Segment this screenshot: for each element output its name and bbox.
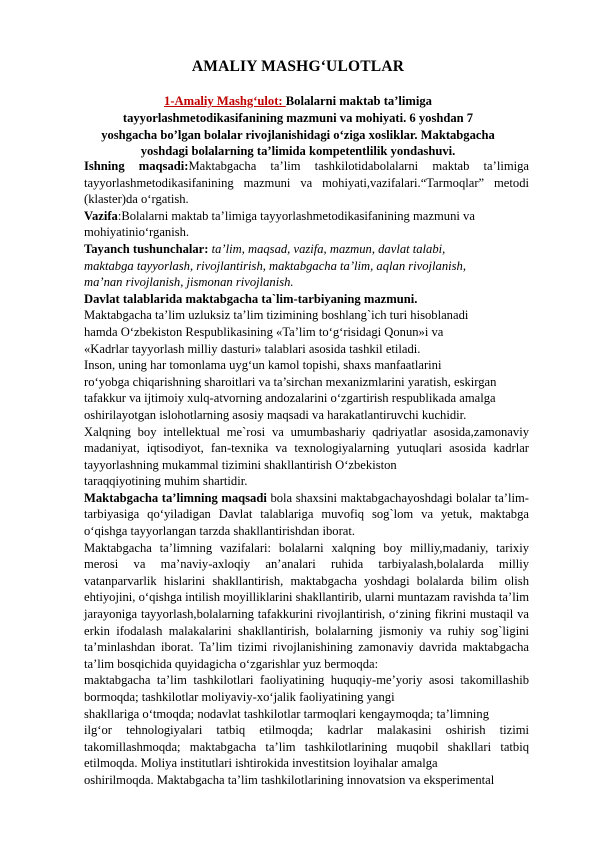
lesson-label: 1-Amaliy Mashg‘ulot: [164,94,286,108]
page-title: AMALIY MASHG‘ULOTLAR [191,58,405,75]
text-line: «Kadrlar tayyorlash milliy dasturi» talablari asosida tashkil etiladi. [84,341,421,356]
goal-label: Ishning maqsadi: [84,159,189,173]
text-line: hamda O‘zbekiston Respublikasining «Ta’lim to‘g‘risidagi Qonun»i va [84,324,444,339]
text-line: Maktabgacha ta’lim uzluksiz ta’lim tizimining boshlang`ich turi hisoblanadi [84,308,469,323]
changes-paragraph: maktabgacha ta’lim tashkilotlari faoliyatining huquqiy-me’yoriy asosi takomillashib bormoqda; tashkilotlar moliyaviy-xo‘jalik faoliyatining yangi [84,673,529,704]
task-text-2: mohiyatinio‘rganish. [84,225,190,240]
aim-paragraph [84,490,529,540]
tech-paragraph: ilg‘or tehnologiyalari tatbiq etilmoqda; kadrlar malakasini oshirish tizimi takomillashmoqda; maktabgacha ta’lim tashkilotlarining muqobil shakllari tatbiq etilmoqda. Moliya institutlari ishtirokida investitsion loyihalar amalga [84,723,529,771]
lesson-heading-line-3: yoshgacha bo’lgan bolalar rivojlanishidagi o‘ziga xosliklar. Maktabgacha [101,127,495,142]
text-line: ro‘yobga chiqarishning sharoitlari va ta’sirchan mexanizmlarini yaratish, eskirgan [84,374,497,389]
text-line: oshirilayotgan islohotlarning asosiy maqsadi va harakatlantiruvchi kuchidir. [84,407,467,422]
values-paragraph-end: taraqqiyotining muhim shartidir. [84,474,248,489]
lesson-heading [70,93,526,160]
goal-text: Maktabgacha ta’lim tashkilotidabolalarni maktab ta’limiga tayyorlashmetodikasifanining mazmuni va mohiyati,vazifalari.“Tarmoqlar” metodi (klaster)da o‘rgatish. [84,159,529,207]
tasks-paragraph: Maktabgacha ta’limning vazifalari: bolalarni xalqning boy milliy,madaniy, tarixiy merosi va ma’naviy-axloqiy an’analari ruhida tarbiyalash,bolalarda milliy vatanparvarlik hislarini shakllantirish, maktabgacha yoshdagi bolalarda bilim olish ehtiyojini, o‘qishga intilish moyilliklarini shakllantirib, ularni muntazam ravishda ta’lim jarayoniga tayyorlash,bolalarning tafakkurini rivojlantirish, o‘zining fikrini mustaqil va erkin ifodalash malakalarini shakllantirish, bolalarning jismoniy va ruhiy sog`ligini ta’minlashdan iborat. Ta’lim tizimi rivojlanishining zamonaviy davrida maktabgacha ta’lim bosqichida quyidagicha o‘zgarishlar yuz bermoqda: [84,540,529,671]
keywords-line-2: maktabga tayyorlash, rivojlantirish, maktabgacha ta’lim, aqlan rivojlanish, [84,258,466,273]
keywords-line-1: ta’lim, maqsad, vazifa, mazmun, davlat talabi, [208,241,446,256]
forms-line: shakllariga o‘tmoqda; nodavlat tashkilotlar tarmoqlari kengaymoqda; ta’limning [84,706,489,721]
task-paragraph [84,208,529,225]
task-text-1: :Bolalarni maktab ta’limiga tayyorlashmetodikasifanining mazmuni va [117,208,475,223]
section-title: Davlat talablarida maktabgacha ta`lim-tarbiyaning mazmuni. [84,291,418,306]
lesson-heading-text-1: Bolalarni maktab ta’limiga [285,94,432,108]
aim-label: Maktabgacha ta’limning maqsadi [84,490,267,505]
lesson-heading-line-4: yoshdagi bolalarning ta’limida kompetentlilik yondashuvi. [140,144,456,159]
aim-text: bola shaxsini maktabgachayoshdagi bolalar ta’lim-tarbiyasiga qo‘yiladigan Davlat talablariga muvofiq sog`lom va yetuk, maktabga o‘qishga tayyorlangan tarzda shakllantirishdan iborat. [84,490,529,539]
keywords-line-3: ma’nan rivojlanish, jismonan rivojlanish. [84,275,294,290]
lesson-heading-line-2: tayyorlashmetodikasifanining mazmuni va mohiyati. 6 yoshdan 7 [122,110,474,125]
last-line: oshirilmoqda. Maktabgacha ta’lim tashkilotlarining innovatsion va eksperimental [84,772,495,787]
task-label: Vazifa [84,208,118,223]
document-body [84,158,529,789]
text-line: tafakkur va ijtimoiy xulq-atvorning andozalarini o‘zgartirish respublikada amalga [84,391,496,406]
goal-paragraph [84,158,529,208]
keywords-paragraph [84,241,529,258]
lesson-heading-line-1 [70,93,526,110]
values-paragraph: Xalqning boy intellektual me`rosi va umumbashariy qadriyatlar asosida,zamonaviy madaniyat, iqtisodiyot, fan-texnika va texnologiyalarning yutuqlari asosida kadrlar tayyorlashning mukammal tizimini shakllantirish O‘zbekiston [84,424,529,472]
keywords-label: Tayanch tushunchalar: [84,241,209,256]
text-line: Inson, uning har tomonlama uyg‘un kamol topishi, shaxs manfaatlarini [84,358,442,373]
